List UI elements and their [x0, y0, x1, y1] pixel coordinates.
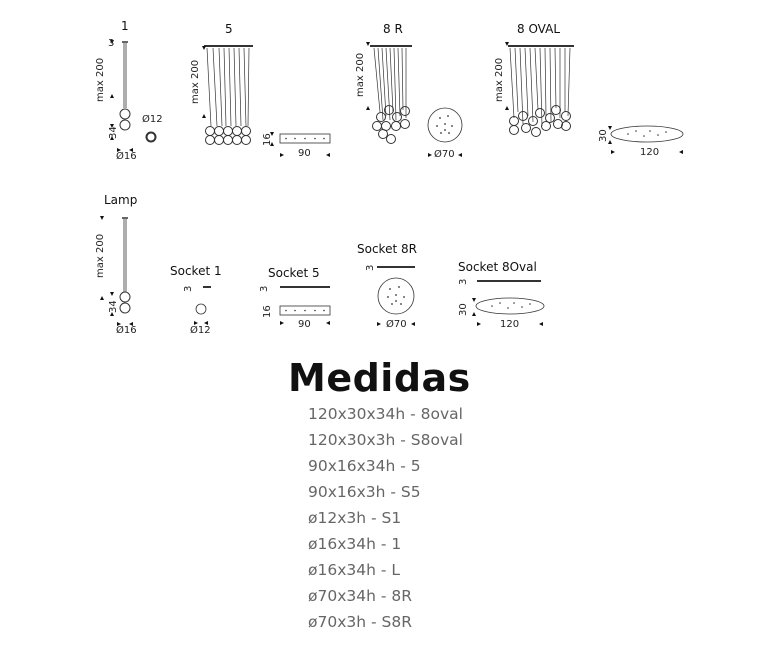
model-label-socket-5: Socket 5: [268, 266, 320, 280]
dim-lamp-o16: Ø16: [116, 325, 137, 336]
dim-5-90: 90: [298, 148, 311, 159]
dim-socket5-16: 16: [262, 305, 273, 318]
dim-1-34: 34: [108, 126, 119, 139]
socket-1-drawing: [194, 287, 211, 325]
dim-socket8r-3: 3: [365, 264, 376, 271]
dim-socket8oval-3: 3: [458, 278, 469, 285]
model-8oval-drawing: [505, 42, 683, 154]
model-label-socket-8oval: Socket 8Oval: [458, 260, 537, 274]
model-8r-drawing: [366, 42, 462, 157]
dim-5-16: 16: [262, 133, 273, 146]
dim-socket8oval-120: 120: [500, 319, 520, 330]
measure-item: 120x30x34h - 8oval: [308, 405, 463, 423]
model-label-8oval: 8 OVAL: [517, 22, 561, 36]
dim-5-max200: max 200: [190, 59, 201, 104]
dim-socket1-o12: Ø12: [190, 325, 211, 336]
dim-socket5-3: 3: [259, 285, 270, 292]
measure-item: ø70x34h - 8R: [308, 587, 413, 605]
model-label-5: 5: [225, 22, 233, 36]
socket-8r-drawing: [377, 267, 415, 326]
dim-8r-max200: max 200: [355, 52, 366, 97]
dim-lamp-max200: max 200: [95, 233, 106, 278]
dim-8r-o70: Ø70: [434, 149, 455, 160]
measure-item: ø12x3h - S1: [308, 509, 402, 527]
measure-item: ø16x34h - 1: [308, 535, 402, 553]
dim-socket8oval-30: 30: [458, 303, 469, 316]
dim-8oval-30: 30: [598, 129, 609, 142]
dim-lamp-34: 34: [108, 300, 119, 313]
dim-8oval-120: 120: [640, 147, 660, 158]
dim-socket8r-o70: Ø70: [386, 319, 407, 330]
dim-1-height-top: 3: [108, 38, 115, 49]
dim-1-max200: max 200: [95, 57, 106, 102]
dim-socket5-90: 90: [298, 319, 311, 330]
dim-1-o12: Ø12: [142, 114, 163, 125]
measure-item: 90x16x34h - 5: [308, 457, 421, 475]
model-label-1: 1: [121, 19, 129, 33]
measure-item: ø70x3h - S8R: [308, 613, 412, 631]
model-label-lamp: Lamp: [104, 193, 138, 207]
dim-1-o16: Ø16: [116, 151, 137, 162]
page-title: Medidas: [288, 356, 471, 400]
model-label-socket-8r: Socket 8R: [357, 242, 417, 256]
dim-socket1-3: 3: [183, 285, 194, 292]
model-label-socket-1: Socket 1: [170, 264, 222, 278]
measure-item: 90x16x3h - S5: [308, 483, 421, 501]
model-label-8r: 8 R: [383, 22, 403, 36]
dim-8oval-max200: max 200: [494, 57, 505, 102]
measure-item: 120x30x3h - S8oval: [308, 431, 463, 449]
measure-item: ø16x34h - L: [308, 561, 401, 579]
